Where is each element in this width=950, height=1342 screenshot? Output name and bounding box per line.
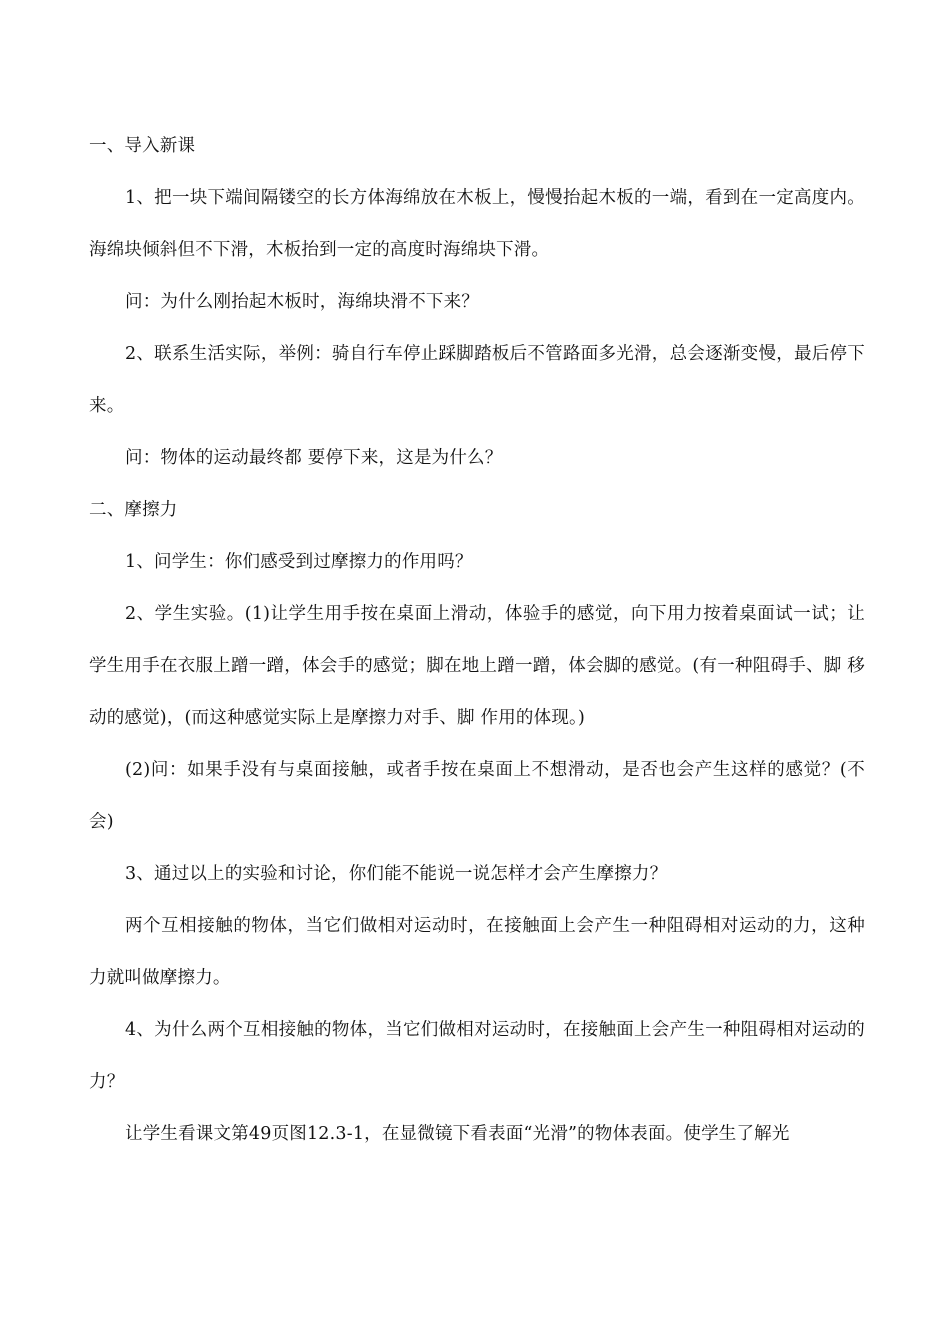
paragraph: 问：物体的运动最终都 要停下来，这是为什么？ (125, 448, 503, 468)
paragraph: 问：为什么刚抬起木板时，海绵块滑不下来？ (125, 292, 479, 312)
paragraph: 让学生看课文第49页图12.3-1，在显微镜下看表面“光滑”的物体表面。使学生了解光 (125, 1124, 790, 1144)
paragraph: 两个互相接触的物体，当它们做相对运动时，在接触面上会产生一种阻碍相对运动的力，这种力就叫做摩擦力。 (89, 916, 865, 988)
paragraph: 1、把一块下端间隔镂空的长方体海绵放在木板上，慢慢抬起木板的一端，看到在一定高度内。海绵块倾斜但不下滑，木板抬到一定的高度时海绵块下滑。 (89, 188, 865, 260)
section-heading-friction: 二、摩擦力 (89, 500, 178, 520)
document-body (89, 120, 865, 1160)
paragraph: 3、通过以上的实验和讨论，你们能不能说一说怎样才会产生摩擦力？ (125, 864, 668, 884)
section-heading-intro: 一、导入新课 (89, 136, 196, 156)
paragraph: 2、联系生活实际，举例：骑自行车停止踩脚踏板后不管路面多光滑，总会逐渐变慢，最后停下来。 (89, 344, 865, 416)
paragraph: 4、为什么两个互相接触的物体，当它们做相对运动时，在接触面上会产生一种阻碍相对运动的力？ (89, 1020, 865, 1092)
paragraph: 2、学生实验。(1)让学生用手按在桌面上滑动，体验手的感觉，向下用力按着桌面试一试；让学生用手在衣服上蹭一蹭，体会手的感觉；脚在地上蹭一蹭，体会脚的感觉。(有一种阻碍手、脚 移动的感觉)，(而这种感觉实际上是摩擦力对手、脚 作用的体现。) (89, 604, 865, 728)
paragraph: 1、问学生：你们感受到过摩擦力的作用吗？ (125, 552, 473, 572)
paragraph: (2)问：如果手没有与桌面接触，或者手按在桌面上不想滑动，是否也会产生这样的感觉？(不会) (89, 760, 865, 832)
